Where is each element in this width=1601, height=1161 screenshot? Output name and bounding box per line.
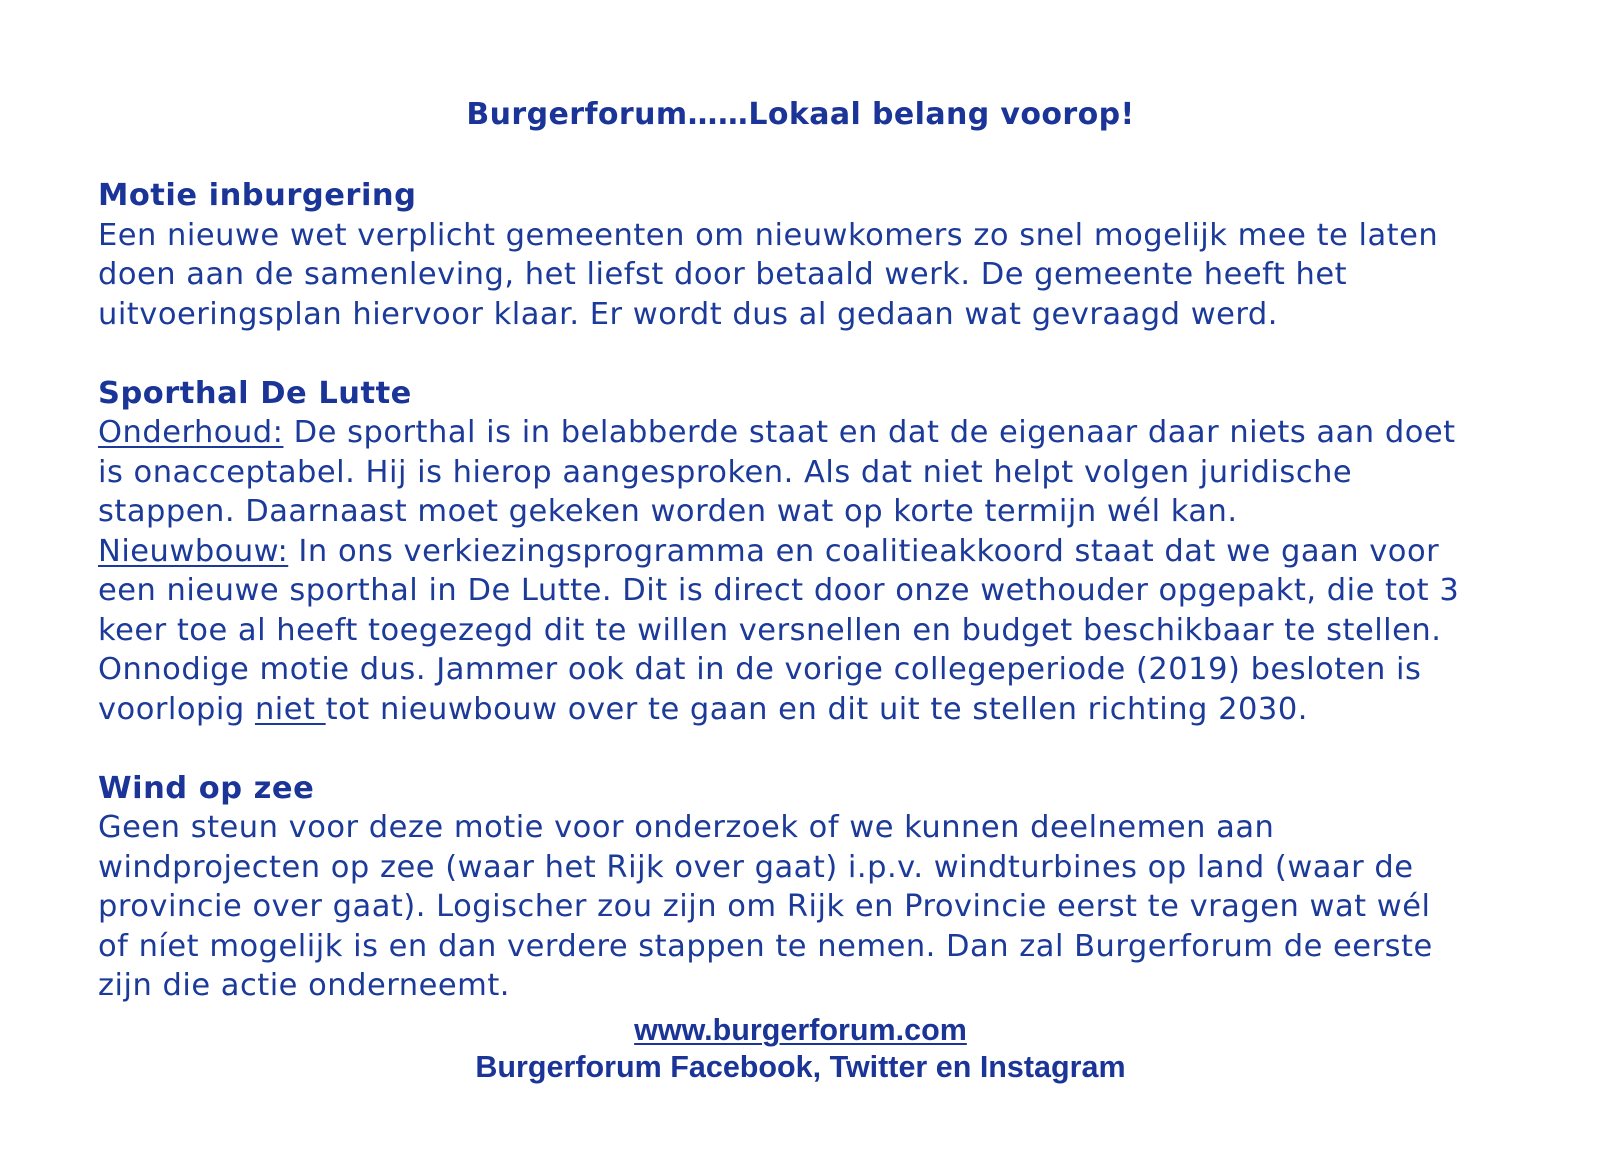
- paragraph-text: In ons verkiezingsprogramma en coalitieakkoord staat dat we gaan voor: [288, 533, 1440, 569]
- section-sporthal-de-lutte: [98, 374, 1558, 730]
- paragraph-line: doen aan de samenleving, het liefst door betaald werk. De gemeente heeft het: [98, 257, 1348, 292]
- paragraph-line: een nieuwe sporthal in De Lutte. Dit is direct door onze wethouder opgepakt, die tot 3: [98, 573, 1460, 608]
- section-wind-op-zee: [98, 769, 1558, 1006]
- paragraph-line: stappen. Daarnaast moet gekeken worden wat op korte termijn wél kan.: [98, 494, 1238, 529]
- nieuwbouw-label: Nieuwbouw:: [98, 533, 289, 569]
- nieuwbouw-paragraph: [98, 532, 1558, 730]
- paragraph-line: [98, 413, 1558, 453]
- paragraph-line: Een nieuwe wet verplicht gemeenten om nieuwkomers zo snel mogelijk mee te laten: [98, 217, 1439, 253]
- document-footer: [0, 1012, 1601, 1086]
- section-heading: Motie inburgering: [98, 178, 417, 213]
- paragraph-line: zijn die actie onderneemt.: [98, 968, 510, 1003]
- onderhoud-label: Onderhoud:: [98, 415, 284, 450]
- paragraph-line: [98, 532, 1558, 572]
- section-heading: Wind op zee: [98, 770, 315, 806]
- paragraph-line: uitvoeringsplan hiervoor klaar. Er wordt dus al gedaan wat gevraagd werd.: [98, 296, 1278, 332]
- onderhoud-paragraph: [98, 413, 1558, 532]
- section-heading: Sporthal De Lutte: [98, 375, 412, 411]
- paragraph-line: of níet mogelijk is en dan verdere stappen te nemen. Dan zal Burgerforum de eerste: [98, 928, 1433, 964]
- document-title: Burgerforum……Lokaal belang voorop!: [466, 97, 1135, 132]
- paragraph-text: tot nieuwbouw over te gaan en dit uit te stellen richting 2030.: [325, 691, 1308, 727]
- website-link[interactable]: www.burgerforum.com: [634, 1013, 967, 1047]
- paragraph-line: windprojecten op zee (waar het Rijk over gaat) i.p.v. windturbines op land (waar de: [98, 849, 1414, 885]
- section-motie-inburgering: [98, 176, 1558, 334]
- document-body: [98, 176, 1558, 1006]
- paragraph-line: Onnodige motie dus. Jammer ook dat in de vorige collegeperiode (2019) besloten is: [98, 652, 1422, 687]
- paragraph-line: Geen steun voor deze motie voor onderzoek of we kunnen deelnemen aan: [98, 810, 1275, 845]
- paragraph-line: is onacceptabel. Hij is hierop aangesproken. Als dat niet helpt volgen juridische: [98, 454, 1353, 490]
- paragraph-line: provincie over gaat). Logischer zou zijn om Rijk en Provincie eerst te vragen wat wél: [98, 889, 1431, 924]
- section-paragraph: [98, 216, 1558, 335]
- social-media-line: Burgerforum Facebook, Twitter en Instagram: [475, 1050, 1126, 1084]
- emphasis-niet: niet: [254, 691, 326, 727]
- section-paragraph: [98, 808, 1558, 1006]
- paragraph-text: De sporthal is in belabberde staat en dat de eigenaar daar niets aan doet: [283, 415, 1456, 450]
- paragraph-text: voorlopig: [98, 691, 255, 727]
- paragraph-line: [98, 690, 1558, 730]
- paragraph-line: keer toe al heeft toegezegd dit te willen versnellen en budget beschikbaar te stellen.: [98, 612, 1442, 648]
